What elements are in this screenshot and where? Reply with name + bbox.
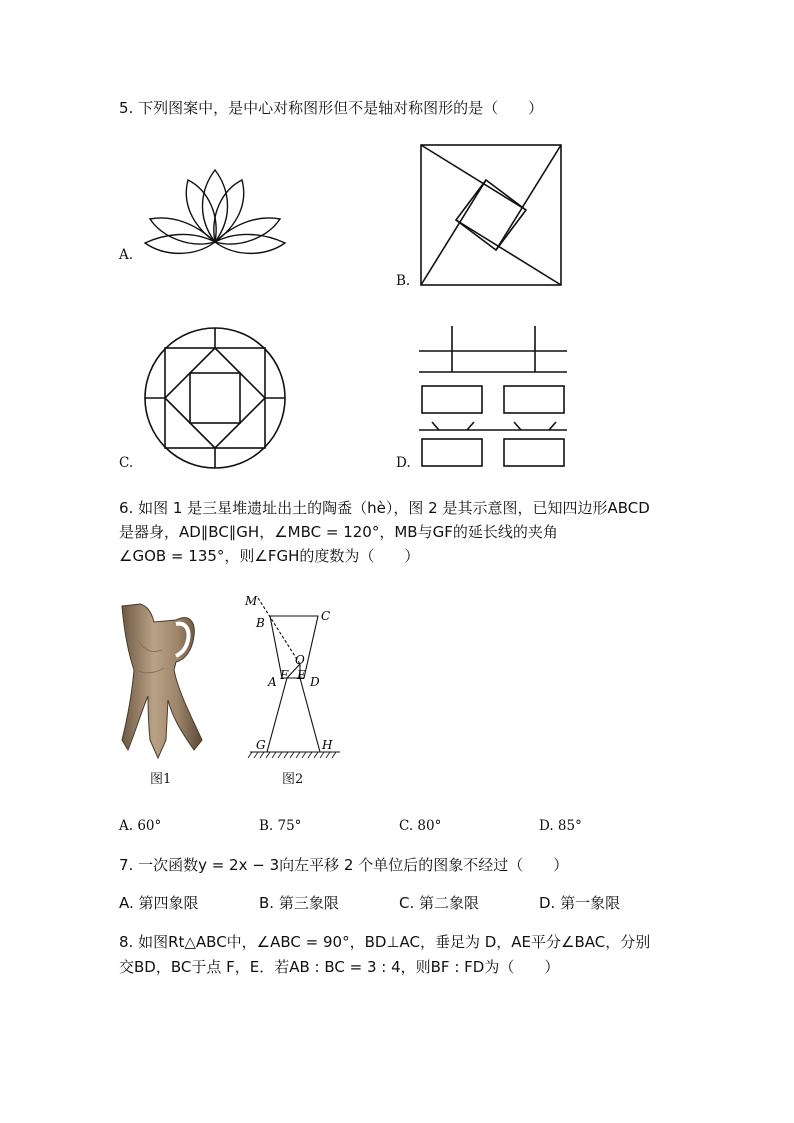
q6-option-a: A. 60° <box>119 818 162 834</box>
q5-stem: 5. 下列图案中，是中心对称图形但不是轴对称图形的是（ ） <box>119 99 544 117</box>
point-label-b: B <box>256 616 265 630</box>
q6-stem-line3: ∠GOB = 135°，则∠FGH的度数为（ ） <box>119 547 420 565</box>
point-label-h: H <box>322 738 333 752</box>
point-label-e: E <box>297 668 306 682</box>
q7-stem: 7. 一次函数y = 2x − 3向左平移 2 个单位后的图象不经过（ ） <box>119 856 569 874</box>
q6-option-c: C. 80° <box>399 818 442 834</box>
point-label-d: D <box>310 675 320 689</box>
pottery-photo <box>118 600 208 760</box>
q7-option-a: A. 第四象限 <box>119 894 199 912</box>
q7-option-d: D. 第一象限 <box>539 894 621 912</box>
point-label-f: F <box>280 668 289 682</box>
q6-stem-line1: 6. 如图 1 是三星堆遗址出土的陶盉（hè），图 2 是其示意图，已知四边形ABCD <box>119 499 650 517</box>
brick-pattern-figure <box>419 324 567 470</box>
q6-stem-line2: 是器身，AD∥BC∥GH，∠MBC = 120°，MB与GF的延长线的夹角 <box>119 523 558 541</box>
q8-stem-line2: 交BD，BC于点 F，E．若AB : BC = 3 : 4，则BF : FD为（ ） <box>119 958 560 976</box>
point-label-g: G <box>256 738 266 752</box>
q7-option-c: C. 第二象限 <box>399 894 480 912</box>
point-label-c: C <box>321 609 331 623</box>
q8-stem-line1: 8. 如图Rt△ABC中，∠ABC = 90°，BD⊥AC，垂足为 D，AE平分∠BAC，分别 <box>119 933 651 951</box>
point-label-m: M <box>245 594 258 608</box>
figure2-caption: 图2 <box>282 772 304 787</box>
figure1-caption: 图1 <box>150 772 172 787</box>
pinwheel-square-figure <box>420 144 562 286</box>
geometry-diagram-fig2 <box>242 592 352 762</box>
lotus-figure <box>140 165 290 255</box>
point-label-a: A <box>268 675 277 689</box>
q5-option-a-label: A. <box>119 247 134 263</box>
point-label-o: O <box>295 653 305 667</box>
q6-option-b: B. 75° <box>259 818 302 834</box>
q5-option-d-label: D. <box>396 455 411 471</box>
q7-option-b: B. 第三象限 <box>259 894 339 912</box>
circle-squares-figure <box>143 326 287 470</box>
q5-option-c-label: C. <box>119 455 134 471</box>
q5-option-b-label: B. <box>396 273 411 289</box>
q6-option-d: D. 85° <box>539 818 582 834</box>
